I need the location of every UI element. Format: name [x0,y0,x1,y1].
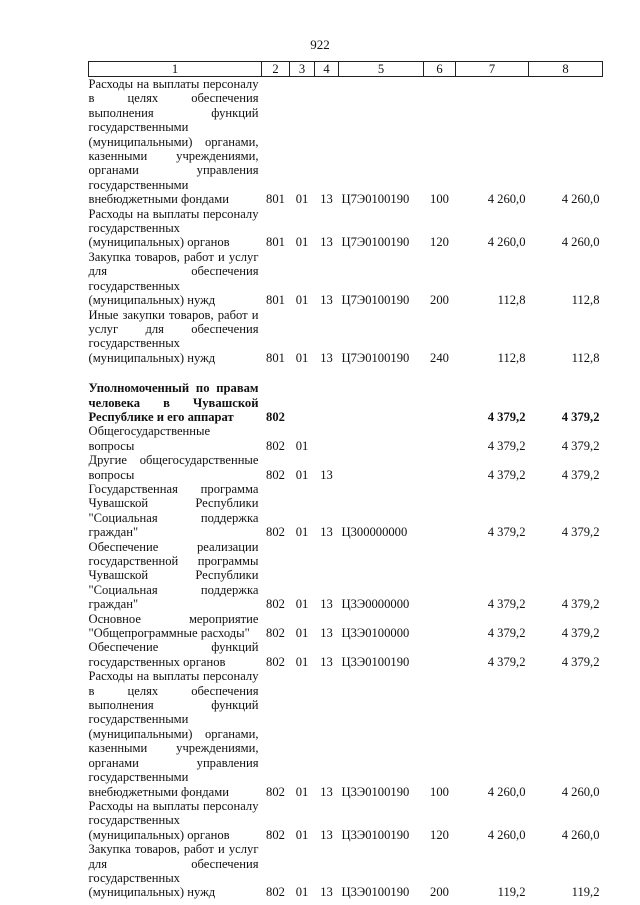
table-row [89,640,603,669]
section-code-cell: 01 [295,626,309,641]
expense-type-cell: 100 [430,784,449,799]
row-name-cell: Расходы на выплаты персоналу государственных (муниципальных) органов [88,798,259,842]
dept-code-cell: 802 [266,626,285,641]
amount-cell: 4 260,0 [487,827,526,842]
target-article-cell: Ц3Э0100190 [341,784,410,799]
amount-cell: 4 379,2 [487,525,526,540]
table-row [89,540,603,612]
target-article-cell: Ц7Э0100190 [341,235,410,250]
section-code-cell: 01 [295,350,309,365]
dept-code-cell: 802 [266,409,285,424]
amount-cell: 4 379,2 [487,409,526,424]
target-article-cell: Ц3Э0100190 [341,885,410,900]
target-article-cell: Ц3Э0100190 [341,827,410,842]
dept-code-cell: 802 [266,827,285,842]
section-code-cell: 01 [295,885,309,900]
target-article-cell: Ц3Э0000000 [341,597,410,612]
table-row [89,482,603,540]
row-name-cell: Основное мероприятие "Общепрограммные расходы" [88,611,259,641]
amount-cell: 4 260,0 [487,192,526,207]
expense-type-cell [424,612,456,641]
expense-type-cell: 200 [430,885,449,900]
subsection-code-cell: 13 [320,350,333,365]
amount-cell: 112,8 [497,293,526,308]
subsection-code-cell: 13 [320,827,333,842]
column-header: 4 [315,62,339,77]
expense-type-cell [424,424,456,453]
row-name-cell: Расходы на выплаты персоналу в целях обеспечения выполнения функций государственными (муниципальными) органами, казенными учреждениями, органами управления государственными внебюджетными фондами [88,77,259,207]
subsection-code-cell [315,365,339,424]
target-article-cell [339,453,424,482]
dept-code-cell: 801 [266,350,285,365]
row-name-cell: Иные закупки товаров, работ и услуг для обеспечения государственных (муниципальных) нужд [88,307,259,365]
dept-code-cell: 801 [266,192,285,207]
amount-cell: 119,2 [497,885,526,900]
target-article-cell [339,365,424,424]
amount-cell: 4 379,2 [561,626,600,641]
target-article-cell [339,424,424,453]
subsection-code-cell: 13 [320,235,333,250]
amount-cell: 4 260,0 [561,784,600,799]
expense-type-cell [424,365,456,424]
amount-cell: 4 260,0 [487,235,526,250]
section-code-cell: 01 [295,597,309,612]
row-name-cell: Закупка товаров, работ и услуг для обеспечения государственных (муниципальных) нужд [88,249,259,308]
dept-code-cell: 802 [266,784,285,799]
row-name-cell: Государственная программа Чувашской Республики "Социальная поддержка граждан" [88,481,259,540]
page-number: 922 [310,37,330,52]
column-header: 7 [456,62,529,77]
target-article-cell: Ц7Э0100190 [341,350,410,365]
section-code-cell [290,365,315,424]
table-row [89,842,603,900]
row-name-cell: Обеспечение реализации государственной программы Чувашской Республики "Социальная поддержка граждан" [88,539,259,612]
target-article-cell: Ц7Э0100190 [341,293,410,308]
table-row [89,799,603,842]
amount-cell: 4 260,0 [561,192,600,207]
target-article-cell: Ц3Э0100190 [341,654,410,669]
dept-code-cell: 802 [266,438,285,453]
amount-cell: 4 379,2 [561,654,600,669]
expense-type-cell [424,453,456,482]
amount-cell: 4 379,2 [487,597,526,612]
subsection-code-cell: 13 [320,192,333,207]
column-header: 8 [529,62,603,77]
section-code-cell: 01 [295,293,309,308]
table-row [89,308,603,366]
target-article-cell: Ц3Э0100000 [341,626,410,641]
amount-cell: 4 379,2 [561,597,600,612]
amount-cell: 4 379,2 [487,467,526,482]
row-name-cell: Уполномоченный по правам человека в Чувашской Республике и его аппарат [88,381,259,424]
target-article-cell: Ц7Э0100190 [341,192,410,207]
section-code-cell: 01 [295,235,309,250]
amount-cell: 4 260,0 [561,235,600,250]
table-row [89,669,603,799]
dept-code-cell: 802 [266,525,285,540]
dept-code-cell: 802 [266,885,285,900]
table-row [89,207,603,250]
amount-cell: 112,8 [571,293,600,308]
amount-cell: 112,8 [571,350,600,365]
table-row [89,424,603,453]
amount-cell: 4 379,2 [487,626,526,641]
expense-type-cell: 120 [430,235,449,250]
dept-code-cell: 801 [266,293,285,308]
subsection-code-cell: 13 [320,293,333,308]
row-name-cell: Общегосударственные вопросы [88,424,211,453]
dept-code-cell: 802 [266,597,285,612]
expense-type-cell: 100 [430,192,449,207]
amount-cell: 4 379,2 [487,438,526,453]
amount-cell: 4 379,2 [561,525,600,540]
subsection-code-cell: 13 [320,654,333,669]
dept-code-cell: 802 [266,467,285,482]
budget-table [88,61,603,900]
row-name-cell: Расходы на выплаты персоналу в целях обеспечения выполнения функций государственными (муниципальными) органами, казенными учреждениями, органами управления государственными внебюджетными фондами [88,669,259,799]
column-header: 2 [262,62,290,77]
amount-cell: 4 379,2 [487,654,526,669]
subsection-code-cell: 13 [320,467,333,482]
row-name-cell: Другие общегосударственные вопросы [88,453,259,482]
table-row [89,250,603,308]
table-row [89,77,603,207]
amount-cell: 119,2 [571,885,600,900]
dept-code-cell: 801 [266,235,285,250]
subsection-code-cell: 13 [320,784,333,799]
row-name-cell: Закупка товаров, работ и услуг для обеспечения государственных (муниципальных) нужд [88,842,259,900]
column-header: 6 [424,62,456,77]
table-row [89,453,603,482]
subsection-code-cell: 13 [320,885,333,900]
dept-code-cell: 802 [266,654,285,669]
section-code-cell: 01 [295,827,309,842]
section-code-cell: 01 [295,525,309,540]
column-header: 5 [339,62,424,77]
subsection-code-cell [315,424,339,453]
subsection-code-cell: 13 [320,597,333,612]
row-name-cell: Расходы на выплаты персоналу государственных (муниципальных) органов [88,206,259,250]
target-article-cell: Ц300000000 [341,525,408,540]
amount-cell: 4 379,2 [561,409,600,424]
amount-cell: 112,8 [497,350,526,365]
amount-cell: 4 379,2 [561,438,600,453]
amount-cell: 4 260,0 [561,827,600,842]
subsection-code-cell: 13 [320,525,333,540]
section-code-cell: 01 [295,192,309,207]
column-header: 3 [290,62,315,77]
table-row [89,365,603,424]
amount-cell: 4 260,0 [487,784,526,799]
column-header: 1 [89,62,262,77]
expense-type-cell [424,540,456,612]
expense-type-cell: 200 [430,293,449,308]
section-code-cell: 01 [295,784,309,799]
expense-type-cell [424,482,456,540]
expense-type-cell: 240 [430,350,449,365]
header-row [89,62,603,77]
section-code-cell: 01 [295,467,309,482]
section-code-cell: 01 [295,654,309,669]
table-row [89,612,603,641]
section-code-cell: 01 [295,438,309,453]
expense-type-cell: 120 [430,827,449,842]
row-name-cell: Обеспечение функций государственных органов [88,640,259,669]
expense-type-cell [424,640,456,669]
subsection-code-cell: 13 [320,626,333,641]
amount-cell: 4 379,2 [561,467,600,482]
